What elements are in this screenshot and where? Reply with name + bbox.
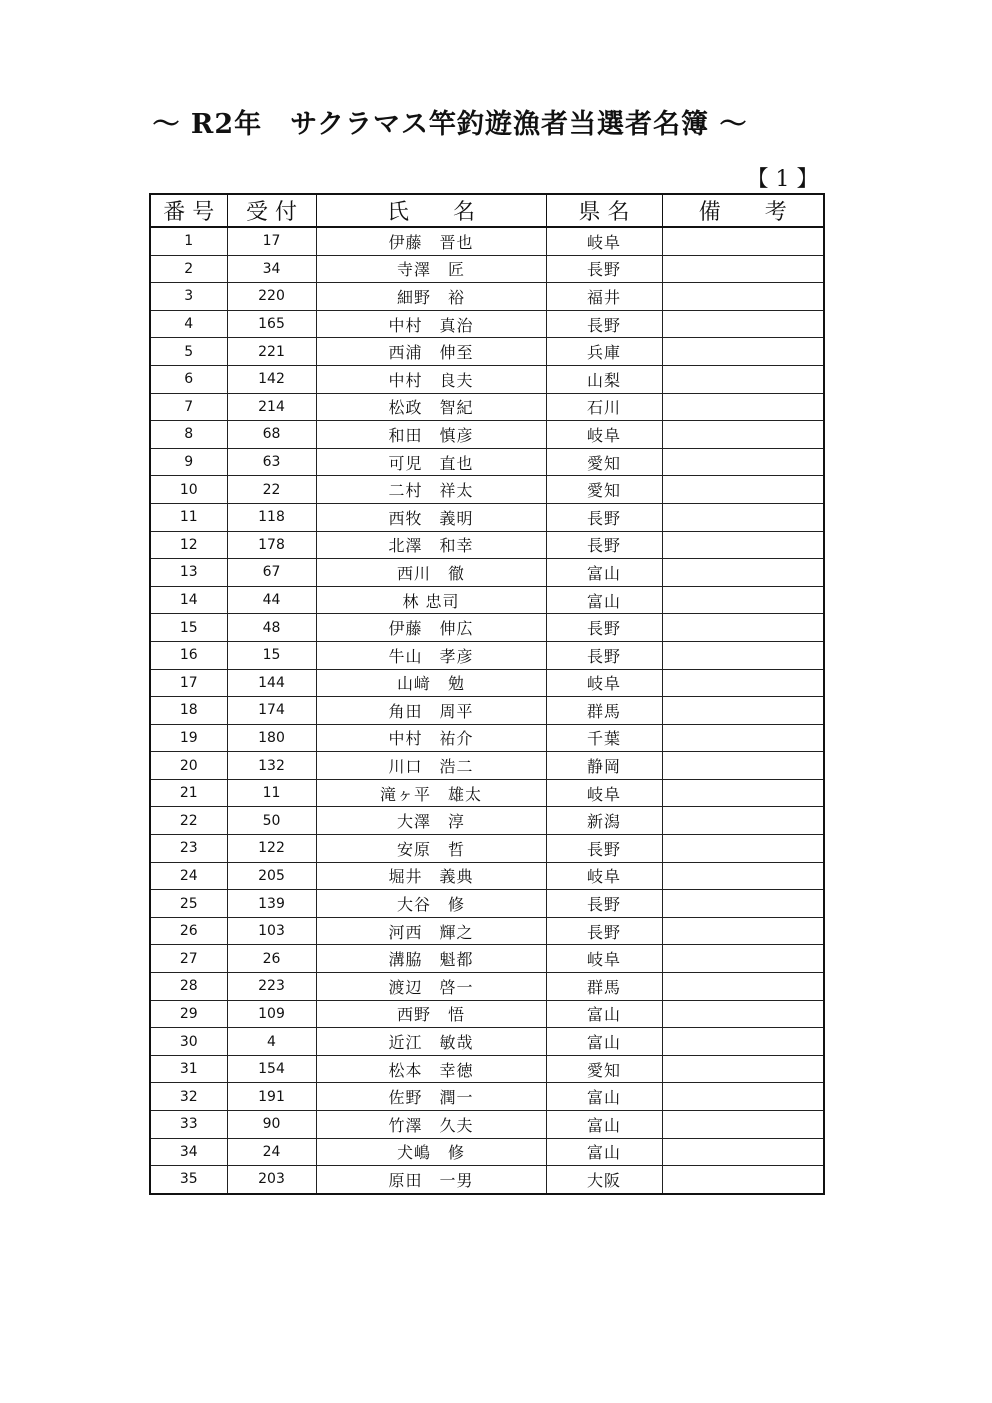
table-row [150,586,824,614]
cell-number: 34 [150,1138,227,1166]
cell-number: 27 [150,945,227,973]
header-remarks: 備 考 [662,194,824,227]
cell-name: 竹澤 久夫 [316,1111,546,1139]
cell-name: 渡辺 啓一 [316,973,546,1001]
cell-reception: 205 [227,862,316,890]
cell-prefecture: 富山 [546,1000,662,1028]
table-row [150,669,824,697]
cell-prefecture: 岐阜 [546,862,662,890]
table-row [150,1083,824,1111]
cell-reception: 11 [227,779,316,807]
cell-number: 25 [150,890,227,918]
cell-remarks [662,724,824,752]
cell-prefecture: 富山 [546,1083,662,1111]
cell-name: 西牧 義明 [316,503,546,531]
table-row [150,393,824,421]
cell-prefecture: 岐阜 [546,779,662,807]
cell-remarks [662,310,824,338]
table-row [150,807,824,835]
table-row [150,531,824,559]
cell-prefecture: 長野 [546,835,662,863]
cell-name: 中村 祐介 [316,724,546,752]
cell-reception: 139 [227,890,316,918]
cell-number: 24 [150,862,227,890]
table-row [150,917,824,945]
cell-remarks [662,945,824,973]
cell-remarks [662,862,824,890]
cell-remarks [662,365,824,393]
cell-remarks [662,807,824,835]
cell-name: 西野 悟 [316,1000,546,1028]
cell-reception: 144 [227,669,316,697]
cell-number: 5 [150,338,227,366]
table-row [150,1138,824,1166]
cell-prefecture: 千葉 [546,724,662,752]
cell-number: 13 [150,559,227,587]
cell-reception: 154 [227,1055,316,1083]
table-row [150,752,824,780]
cell-number: 8 [150,421,227,449]
cell-number: 31 [150,1055,227,1083]
table-row [150,283,824,311]
table-row [150,862,824,890]
cell-name: 山﨑 勉 [316,669,546,697]
cell-reception: 63 [227,448,316,476]
cell-reception: 67 [227,559,316,587]
cell-reception: 44 [227,586,316,614]
cell-prefecture: 富山 [546,559,662,587]
cell-name: 大谷 修 [316,890,546,918]
table-row [150,255,824,283]
table-row [150,1166,824,1194]
cell-name: 松政 智紀 [316,393,546,421]
cell-reception: 26 [227,945,316,973]
cell-name: 寺澤 匠 [316,255,546,283]
cell-reception: 90 [227,1111,316,1139]
cell-remarks [662,338,824,366]
header-name: 氏 名 [316,194,546,227]
cell-name: 原田 一男 [316,1166,546,1194]
cell-reception: 142 [227,365,316,393]
cell-number: 7 [150,393,227,421]
page-number: 【 1 】 [746,167,819,192]
cell-prefecture: 富山 [546,1138,662,1166]
cell-number: 17 [150,669,227,697]
cell-reception: 4 [227,1028,316,1056]
cell-prefecture: 岐阜 [546,421,662,449]
table-row [150,890,824,918]
cell-number: 18 [150,697,227,725]
table-row [150,641,824,669]
table-row [150,835,824,863]
cell-reception: 220 [227,283,316,311]
cell-remarks [662,503,824,531]
cell-prefecture: 静岡 [546,752,662,780]
cell-name: 松本 幸徳 [316,1055,546,1083]
cell-number: 22 [150,807,227,835]
cell-remarks [662,697,824,725]
cell-remarks [662,1000,824,1028]
cell-prefecture: 長野 [546,917,662,945]
cell-prefecture: 長野 [546,641,662,669]
cell-remarks [662,835,824,863]
cell-number: 29 [150,1000,227,1028]
table-row [150,614,824,642]
cell-remarks [662,1166,824,1194]
cell-prefecture: 群馬 [546,697,662,725]
cell-number: 10 [150,476,227,504]
cell-number: 32 [150,1083,227,1111]
cell-reception: 214 [227,393,316,421]
cell-prefecture: 愛知 [546,476,662,504]
cell-reception: 17 [227,227,316,255]
cell-prefecture: 福井 [546,283,662,311]
cell-reception: 15 [227,641,316,669]
cell-remarks [662,283,824,311]
cell-number: 28 [150,973,227,1001]
cell-number: 3 [150,283,227,311]
table-row [150,310,824,338]
cell-name: 西浦 伸至 [316,338,546,366]
cell-name: 大澤 淳 [316,807,546,835]
cell-prefecture: 愛知 [546,448,662,476]
cell-remarks [662,1083,824,1111]
cell-prefecture: 新潟 [546,807,662,835]
cell-prefecture: 長野 [546,503,662,531]
cell-reception: 103 [227,917,316,945]
cell-number: 20 [150,752,227,780]
table-row [150,945,824,973]
cell-number: 33 [150,1111,227,1139]
cell-prefecture: 長野 [546,890,662,918]
cell-remarks [662,752,824,780]
cell-remarks [662,779,824,807]
table-row [150,365,824,393]
table-header-row [150,194,824,227]
cell-reception: 22 [227,476,316,504]
cell-number: 26 [150,917,227,945]
cell-remarks [662,641,824,669]
cell-reception: 178 [227,531,316,559]
cell-reception: 50 [227,807,316,835]
cell-number: 11 [150,503,227,531]
cell-prefecture: 長野 [546,310,662,338]
cell-number: 21 [150,779,227,807]
winners-table [149,193,825,1195]
cell-remarks [662,586,824,614]
header-prefecture: 県 名 [546,194,662,227]
cell-name: 犬嶋 修 [316,1138,546,1166]
cell-remarks [662,1138,824,1166]
cell-number: 16 [150,641,227,669]
cell-reception: 203 [227,1166,316,1194]
cell-reception: 191 [227,1083,316,1111]
cell-name: 伊藤 晋也 [316,227,546,255]
cell-remarks [662,559,824,587]
cell-prefecture: 富山 [546,1111,662,1139]
cell-name: 川口 浩二 [316,752,546,780]
cell-prefecture: 富山 [546,1028,662,1056]
cell-reception: 122 [227,835,316,863]
document-title: ～ R2年 サクラマス竿釣遊漁者当選者名簿 ～ [152,109,748,140]
cell-remarks [662,917,824,945]
table-row [150,503,824,531]
table-row [150,476,824,504]
table-row [150,697,824,725]
cell-prefecture: 石川 [546,393,662,421]
cell-remarks [662,1055,824,1083]
table-row [150,1028,824,1056]
cell-reception: 223 [227,973,316,1001]
cell-reception: 48 [227,614,316,642]
cell-name: 牛山 孝彦 [316,641,546,669]
cell-remarks [662,448,824,476]
cell-prefecture: 岐阜 [546,227,662,255]
cell-number: 4 [150,310,227,338]
cell-remarks [662,1111,824,1139]
header-number: 番 号 [150,194,227,227]
table-row [150,559,824,587]
cell-prefecture: 岐阜 [546,669,662,697]
cell-number: 35 [150,1166,227,1194]
cell-reception: 221 [227,338,316,366]
cell-name: 河西 輝之 [316,917,546,945]
header-reception: 受 付 [227,194,316,227]
cell-number: 14 [150,586,227,614]
cell-remarks [662,476,824,504]
cell-prefecture: 群馬 [546,973,662,1001]
cell-prefecture: 長野 [546,614,662,642]
cell-reception: 68 [227,421,316,449]
cell-reception: 24 [227,1138,316,1166]
cell-remarks [662,1028,824,1056]
cell-name: 林 忠司 [316,586,546,614]
cell-prefecture: 長野 [546,255,662,283]
cell-remarks [662,531,824,559]
cell-number: 30 [150,1028,227,1056]
cell-remarks [662,614,824,642]
cell-remarks [662,973,824,1001]
table-row [150,1000,824,1028]
cell-number: 23 [150,835,227,863]
cell-number: 2 [150,255,227,283]
cell-name: 可児 直也 [316,448,546,476]
table-row [150,338,824,366]
cell-name: 細野 裕 [316,283,546,311]
cell-reception: 180 [227,724,316,752]
cell-prefecture: 長野 [546,531,662,559]
cell-number: 9 [150,448,227,476]
cell-name: 中村 真治 [316,310,546,338]
table-body [150,227,824,1194]
cell-reception: 34 [227,255,316,283]
cell-remarks [662,255,824,283]
cell-reception: 165 [227,310,316,338]
cell-name: 溝脇 魁都 [316,945,546,973]
table-row [150,421,824,449]
cell-remarks [662,669,824,697]
cell-number: 6 [150,365,227,393]
table-row [150,227,824,255]
cell-prefecture: 富山 [546,586,662,614]
cell-name: 堀井 義典 [316,862,546,890]
cell-name: 角田 周平 [316,697,546,725]
cell-prefecture: 山梨 [546,365,662,393]
cell-name: 西川 徹 [316,559,546,587]
cell-number: 1 [150,227,227,255]
cell-name: 滝ヶ平 雄太 [316,779,546,807]
cell-name: 北澤 和幸 [316,531,546,559]
cell-remarks [662,890,824,918]
table-row [150,973,824,1001]
cell-prefecture: 岐阜 [546,945,662,973]
table-row [150,779,824,807]
cell-name: 伊藤 伸広 [316,614,546,642]
cell-remarks [662,227,824,255]
table-row [150,724,824,752]
cell-number: 19 [150,724,227,752]
table-row [150,448,824,476]
cell-name: 中村 良夫 [316,365,546,393]
cell-name: 安原 哲 [316,835,546,863]
cell-reception: 118 [227,503,316,531]
cell-name: 和田 慎彦 [316,421,546,449]
cell-name: 二村 祥太 [316,476,546,504]
cell-number: 15 [150,614,227,642]
cell-reception: 109 [227,1000,316,1028]
cell-reception: 132 [227,752,316,780]
cell-reception: 174 [227,697,316,725]
table-row [150,1111,824,1139]
cell-prefecture: 兵庫 [546,338,662,366]
cell-remarks [662,393,824,421]
cell-prefecture: 愛知 [546,1055,662,1083]
cell-remarks [662,421,824,449]
cell-prefecture: 大阪 [546,1166,662,1194]
cell-number: 12 [150,531,227,559]
table-row [150,1055,824,1083]
cell-name: 佐野 潤一 [316,1083,546,1111]
cell-name: 近江 敏哉 [316,1028,546,1056]
